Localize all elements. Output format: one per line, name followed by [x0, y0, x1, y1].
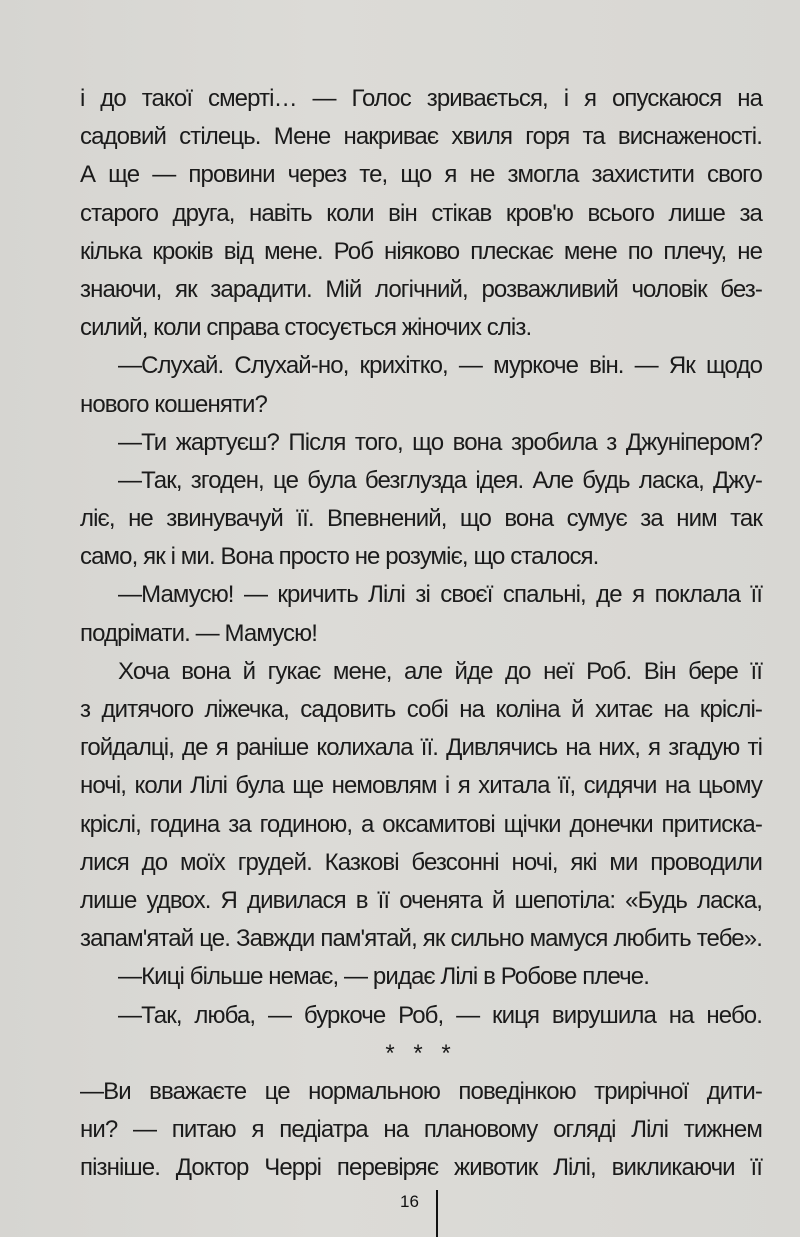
text-line	[80, 691, 762, 729]
text-line	[80, 538, 762, 576]
text-line	[80, 309, 762, 347]
text-line-content: подрімати. — Мамусю!	[80, 619, 318, 647]
text-line-content: —Так, згоден, це була безглузда ідея. Але будь ласка, Джу-	[118, 466, 763, 494]
page-number: 16	[400, 1192, 419, 1211]
text-line-content: лише удвох. Я дивилася в її оченята й шепотіла: «Будь ласка,	[80, 886, 762, 914]
text-line-content: кілька кроків від мене. Роб ніяково плескає мене по плечу, не	[80, 237, 763, 265]
text-line	[80, 195, 762, 233]
text-line	[80, 1073, 762, 1111]
section-separator	[80, 1035, 762, 1073]
text-line-content: і до такої смерті… — Голос зривається, і я опускаюся на	[80, 85, 763, 112]
text-line-content: садовий стілець. Мене накриває хвиля горя та виснаженості.	[80, 123, 762, 151]
text-line-content: —Слухай. Слухай-но, крихітко, — муркоче він. — Як щодо	[118, 352, 763, 380]
text-line-content: ліє, не звинувачуй її. Впевнений, що вона сумує за ним так	[80, 505, 762, 533]
text-line	[80, 958, 762, 996]
text-line-content: нового кошеняти?	[80, 390, 267, 418]
text-line	[80, 80, 762, 118]
text-line-content: —Так, люба, — буркоче Роб, — киця вирушила на небо.	[118, 1001, 763, 1029]
text-line-content: —Киці більше немає, — ридає Лілі в Робове плече.	[118, 963, 649, 991]
text-line	[80, 767, 762, 805]
text-line	[80, 424, 762, 462]
text-line-content: ночі, коли Лілі була ще немовлям і я хитала її, сидячи на цьому	[80, 772, 762, 800]
text-line	[80, 156, 762, 194]
text-line-content: запам'ятай це. Завжди пам'ятай, як сильно мамуся любить тебе».	[80, 925, 762, 953]
text-line-content: знаючи, як зарадити. Мій логічний, розважливий чоловік без-	[80, 275, 762, 303]
text-line	[80, 462, 762, 500]
text-line-content: з дитячого ліжечка, садовить собі на коліна й хитає на кріслі-	[80, 696, 763, 723]
text-line	[80, 233, 762, 271]
text-line-content: гойдалці, де я раніше колихала її. Дивлячись на них, я згадую ті	[80, 734, 763, 762]
text-line	[80, 500, 762, 538]
text-line	[80, 1149, 762, 1187]
text-line	[80, 615, 762, 653]
text-line	[80, 347, 762, 385]
text-line-content: старого друга, навіть коли він стікав кров'ю всього лише за	[80, 199, 762, 227]
page-number-rule	[436, 1190, 438, 1237]
text-line	[80, 1111, 762, 1149]
text-line-content: —Мамусю! — кричить Лілі зі своєї спальні, де я поклала її	[118, 581, 763, 609]
text-line-content: ни? — питаю я педіатра на плановому огляді Лілі тижнем	[80, 1116, 762, 1144]
text-line-content: лися до моїх грудей. Казкові безсонні ночі, які ми проводили	[80, 848, 762, 876]
text-line	[80, 386, 762, 424]
text-line	[80, 729, 762, 767]
text-line-content: само, як і ми. Вона просто не розуміє, що сталося.	[80, 543, 599, 571]
text-line-content: А ще — провини через те, що я не змогла захистити свого	[80, 161, 762, 189]
text-line-content: кріслі, година за годиною, а оксамитові щічки донечки притиска-	[80, 810, 762, 838]
text-line-content: * * *	[385, 1039, 457, 1067]
text-line	[80, 271, 762, 309]
text-line	[80, 806, 762, 844]
text-line	[80, 118, 762, 156]
text-line	[80, 882, 762, 920]
text-line	[80, 576, 762, 614]
text-line	[80, 920, 762, 958]
text-line	[80, 997, 762, 1035]
text-line	[80, 653, 762, 691]
text-line	[80, 844, 762, 882]
text-line-content: —Ви вважаєте це нормальною поведінкою трирічної дити-	[80, 1077, 763, 1105]
text-line-content: Хоча вона й гукає мене, але йде до неї Роб. Він бере її	[118, 657, 763, 685]
text-line-content: силий, коли справа стосується жіночих сліз.	[80, 314, 532, 342]
text-line-content: —Ти жартуєш? Після того, що вона зробила з Джуніпером?	[118, 428, 763, 456]
text-line-content: пізніше. Доктор Черрі перевіряє животик Лілі, викликаючи її	[80, 1154, 763, 1182]
page-body-text	[80, 80, 762, 1187]
